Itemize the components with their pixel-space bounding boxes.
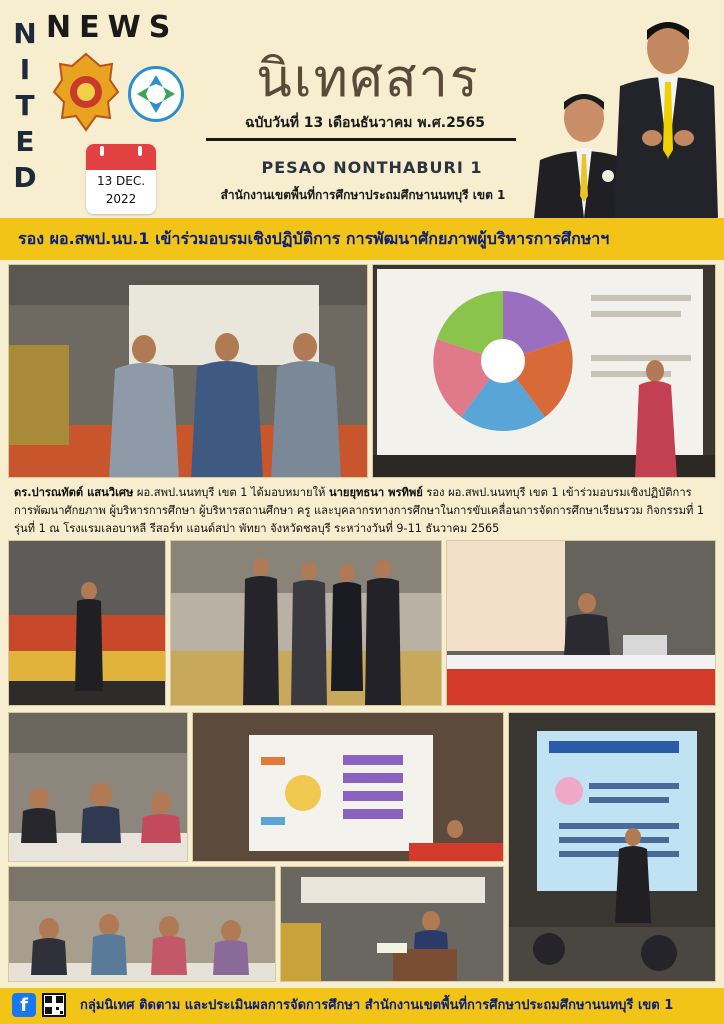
photo-audience-masks[interactable] <box>8 712 188 862</box>
calendar-date-day: 13 DEC. <box>96 174 146 188</box>
photo-seated-participants[interactable] <box>8 866 276 982</box>
calendar-date-year: 2022 <box>105 192 137 206</box>
newsletter-title: นิเทศสาร <box>256 49 480 109</box>
photo-group-three-men[interactable] <box>8 264 368 478</box>
nited-vertical <box>10 16 40 196</box>
photo-inclusive-slide[interactable] <box>508 712 716 982</box>
director-portrait <box>608 10 720 218</box>
article-caption <box>14 484 714 538</box>
org-english-name: PESAO NONTHABURI 1 <box>261 158 483 177</box>
calendar-icon <box>86 144 156 214</box>
photo-group-four[interactable] <box>170 540 442 706</box>
footer-text: กลุ่มนิเทศ ติดตาม และประเมินผลการจัดการศึกษา สำนักงานเขตพื้นที่การศึกษาประถมศึกษานนทบุรี เขต 1 <box>80 998 674 1013</box>
area-logo-icon <box>128 66 184 122</box>
headline-text: รอง ผอ.สพป.นบ.1 เข้าร่วมอบรมเชิงปฏิบัติการ การพัฒนาศักยภาพผู้บริหารการศึกษาฯ <box>18 229 610 248</box>
title-divider <box>206 138 516 141</box>
photo-speaker-table[interactable] <box>446 540 716 706</box>
photo-podium-speaker[interactable] <box>280 866 504 982</box>
nited-letter: I <box>19 53 31 86</box>
org-thai-name: สำนักงานเขตพื้นที่การศึกษาประถมศึกษานนทบุรี เขต 1 <box>220 188 506 202</box>
facebook-icon[interactable]: f <box>12 993 36 1017</box>
news-label: NEWS <box>46 10 179 45</box>
photo-standing-man[interactable] <box>8 540 166 706</box>
qr-code-icon[interactable] <box>42 993 66 1017</box>
photo-presentation-screen[interactable] <box>372 264 716 478</box>
nited-letter: E <box>15 125 35 158</box>
caption-text-part2: รอง ผอ.สพป.นนทบุรี เขต 1 เข้าร่วมอบรมเชิงปฏิบัติการ การพัฒนาศักยภาพ ผู้บริหารการศึกษา ผู้บริหารสถานศึกษา ครู และบุคลากรทางการศึกษาในการขับเคลื่อนการจัดการศึกษาเรียนรวม กิจกรรมที่ 1 รุ่นที่ 1 ณ โรงแรมเลอบาหลี รีสอร์ท แอนด์สปา พัทยา จังหวัดชลบุรี ระหว่างวันที่ 9-11 ธันวาคม 2565 <box>14 486 705 535</box>
nited-letter: D <box>13 161 37 194</box>
photo-mindmap-slide[interactable] <box>192 712 504 862</box>
nited-letter: N <box>13 17 37 50</box>
caption-deputy-name: นายยุทธนา พรทิพย์ <box>329 486 423 499</box>
nited-letter: T <box>15 89 35 122</box>
headline-bar <box>0 218 724 260</box>
caption-director-name: ดร.ปารณทัตต์ แสนวิเศษ <box>14 486 134 499</box>
caption-text-part1: ผอ.สพป.นนทบุรี เขต 1 ได้มอบหมายให้ <box>133 486 329 499</box>
obec-emblem-icon <box>52 52 120 132</box>
issue-date: ฉบับวันที่ 13 เดือนธันวาคม พ.ศ.2565 <box>244 115 486 131</box>
